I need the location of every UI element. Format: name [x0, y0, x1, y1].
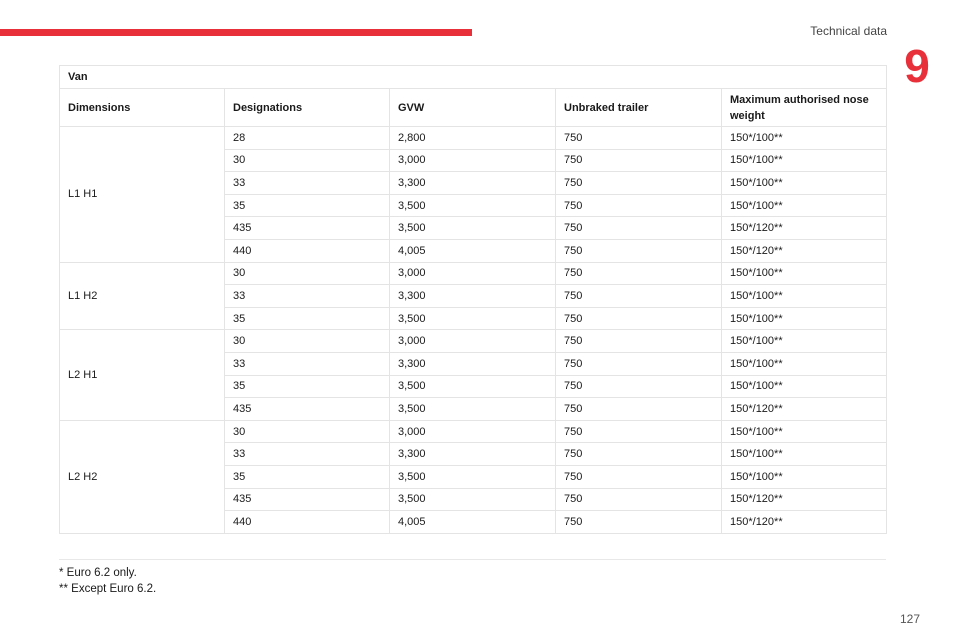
table-cell: 150*/100** [722, 149, 887, 172]
table-cell: 35 [225, 307, 390, 330]
table-cell: 435 [225, 398, 390, 421]
table-cell: 750 [556, 239, 722, 262]
table-cell: 150*/120** [722, 511, 887, 534]
table-cell: 150*/100** [722, 465, 887, 488]
table-cell: 3,000 [390, 149, 556, 172]
table-row [60, 420, 887, 443]
table-cell: 35 [225, 375, 390, 398]
table-cell: 150*/120** [722, 217, 887, 240]
table-cell: 3,500 [390, 465, 556, 488]
table-cell: 150*/100** [722, 285, 887, 308]
table-cell: 150*/100** [722, 375, 887, 398]
table-cell: 4,005 [390, 511, 556, 534]
table-cell: 750 [556, 420, 722, 443]
table-cell: 150*/120** [722, 398, 887, 421]
table-row [60, 127, 887, 150]
column-header: Dimensions [60, 89, 225, 127]
table-cell: 750 [556, 285, 722, 308]
table-cell: 440 [225, 511, 390, 534]
page-number: 127 [899, 612, 920, 626]
table-cell: 750 [556, 352, 722, 375]
table-cell: 3,000 [390, 262, 556, 285]
dimension-cell: L1 H2 [60, 262, 225, 330]
table-cell: 150*/100** [722, 352, 887, 375]
table-cell: 3,000 [390, 420, 556, 443]
table-cell: 435 [225, 217, 390, 240]
table-cell: 33 [225, 352, 390, 375]
table-cell: 750 [556, 307, 722, 330]
table-cell: 30 [225, 330, 390, 353]
table-title-row [60, 66, 887, 89]
table-cell: 750 [556, 375, 722, 398]
table-cell: 750 [556, 488, 722, 511]
column-header: Unbraked trailer [556, 89, 722, 127]
table-cell: 3,300 [390, 352, 556, 375]
table-cell: 150*/120** [722, 239, 887, 262]
table-cell: 3,300 [390, 172, 556, 195]
table-cell: 3,500 [390, 375, 556, 398]
table-cell: 33 [225, 285, 390, 308]
table-cell: 3,300 [390, 443, 556, 466]
table-cell: 150*/120** [722, 488, 887, 511]
table-cell: 750 [556, 511, 722, 534]
table-body [60, 127, 887, 534]
table-cell: 3,000 [390, 330, 556, 353]
table-cell: 750 [556, 465, 722, 488]
table-cell: 150*/100** [722, 194, 887, 217]
table-cell: 150*/100** [722, 262, 887, 285]
footnote-divider [59, 559, 886, 560]
chapter-number: 9 [904, 40, 930, 92]
column-header: GVW [390, 89, 556, 127]
table-cell: 150*/100** [722, 172, 887, 195]
footnote: * Euro 6.2 only. [59, 567, 137, 579]
column-header: Maximum authorised nose weight [722, 89, 887, 127]
table-cell: 750 [556, 194, 722, 217]
table-cell: 3,500 [390, 307, 556, 330]
table-cell: 750 [556, 127, 722, 150]
table-cell: 3,500 [390, 194, 556, 217]
table-cell: 750 [556, 149, 722, 172]
section-title: Technical data [810, 24, 887, 38]
table-cell: 30 [225, 420, 390, 443]
table-row [60, 330, 887, 353]
table-row [60, 262, 887, 285]
table-cell: 440 [225, 239, 390, 262]
table-cell: 150*/100** [722, 127, 887, 150]
dimension-cell: L1 H1 [60, 127, 225, 263]
table-cell: 33 [225, 443, 390, 466]
table-cell: 30 [225, 149, 390, 172]
table-cell: 150*/100** [722, 443, 887, 466]
table-cell: 3,500 [390, 217, 556, 240]
column-header: Designations [225, 89, 390, 127]
table-cell: 3,300 [390, 285, 556, 308]
header-accent-bar [0, 29, 472, 36]
table-cell: 4,005 [390, 239, 556, 262]
table-cell: 33 [225, 172, 390, 195]
table-cell: 750 [556, 330, 722, 353]
table-cell: 3,500 [390, 398, 556, 421]
table-cell: 750 [556, 398, 722, 421]
towing-weights-table [59, 65, 887, 534]
footnotes [59, 565, 156, 597]
table-header-row [60, 89, 887, 127]
table-cell: 2,800 [390, 127, 556, 150]
table-title: Van [60, 66, 887, 89]
table-cell: 750 [556, 443, 722, 466]
table-cell: 750 [556, 217, 722, 240]
table-cell: 3,500 [390, 488, 556, 511]
table-cell: 150*/100** [722, 307, 887, 330]
footnote: ** Except Euro 6.2. [59, 583, 157, 595]
table-cell: 435 [225, 488, 390, 511]
table-cell: 35 [225, 194, 390, 217]
table-cell: 750 [556, 172, 722, 195]
table-cell: 150*/100** [722, 420, 887, 443]
dimension-cell: L2 H1 [60, 330, 225, 420]
table-cell: 30 [225, 262, 390, 285]
table-cell: 750 [556, 262, 722, 285]
table-cell: 28 [225, 127, 390, 150]
table-cell: 35 [225, 465, 390, 488]
table-cell: 150*/100** [722, 330, 887, 353]
dimension-cell: L2 H2 [60, 420, 225, 533]
